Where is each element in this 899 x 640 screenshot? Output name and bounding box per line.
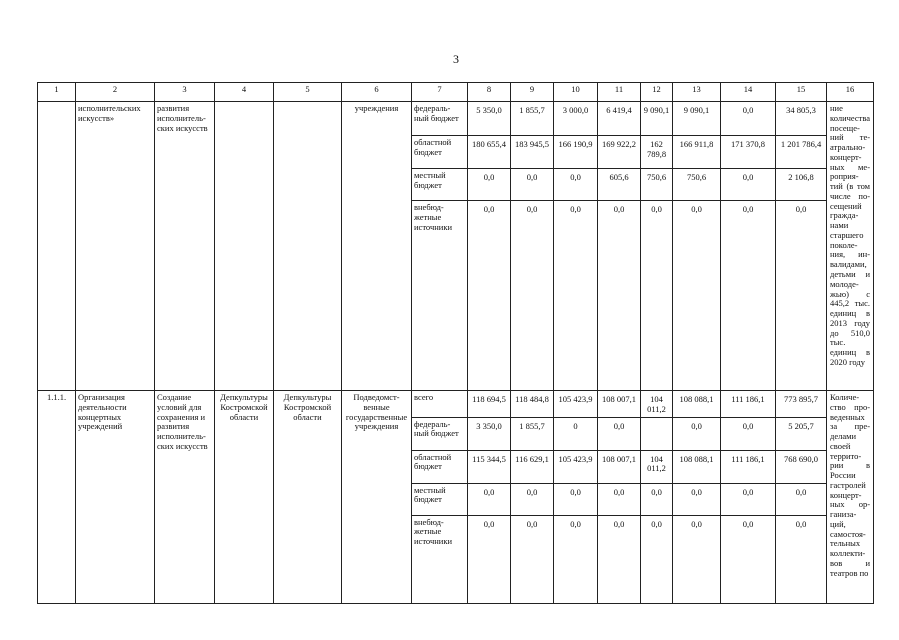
value-cell: 0,0 bbox=[641, 515, 673, 603]
value-cell: 115 344,5 bbox=[468, 450, 511, 483]
value-cell: 0,0 bbox=[721, 102, 776, 136]
item-number: 1.1.1. bbox=[38, 391, 76, 604]
value-cell: 111 186,1 bbox=[721, 450, 776, 483]
header-cell: 9 bbox=[511, 83, 554, 102]
table-row bbox=[38, 102, 874, 136]
item-recipient: учреждения bbox=[342, 102, 412, 391]
header-cell: 7 bbox=[412, 83, 468, 102]
value-cell: 0,0 bbox=[673, 483, 721, 515]
header-cell: 13 bbox=[673, 83, 721, 102]
item-name: Организация деятельности концертных учреждений bbox=[76, 391, 155, 604]
header-cell: 10 bbox=[554, 83, 598, 102]
value-cell: 0,0 bbox=[776, 515, 827, 603]
value-cell: 0,0 bbox=[721, 483, 776, 515]
page-number: 3 bbox=[453, 52, 459, 66]
value-cell: 108 007,1 bbox=[598, 450, 641, 483]
value-cell: 750,6 bbox=[641, 169, 673, 201]
value-cell: 0,0 bbox=[776, 201, 827, 391]
value-cell: 116 629,1 bbox=[511, 450, 554, 483]
value-cell: 0,0 bbox=[511, 169, 554, 201]
value-cell: 0,0 bbox=[468, 169, 511, 201]
value-cell: 750,6 bbox=[673, 169, 721, 201]
item-responsible bbox=[215, 102, 274, 391]
item-coexecutor bbox=[274, 102, 342, 391]
header-cell: 8 bbox=[468, 83, 511, 102]
value-cell: 118 694,5 bbox=[468, 391, 511, 418]
funding-source: всего bbox=[412, 391, 468, 418]
indicator-text: Количе-ство про-веденных за пре-делами своей террито-рии в России гастролей концерт-ных ор-ганиза-ций, самостоя-тельных коллекти-вов и театров по bbox=[827, 391, 874, 604]
value-cell: 0,0 bbox=[468, 201, 511, 391]
value-cell: 180 655,4 bbox=[468, 136, 511, 169]
value-cell: 9 090,1 bbox=[641, 102, 673, 136]
header-cell: 16 bbox=[827, 83, 874, 102]
value-cell: 0,0 bbox=[598, 515, 641, 603]
funding-source: местный бюджет bbox=[412, 169, 468, 201]
value-cell: 111 186,1 bbox=[721, 391, 776, 418]
value-cell: 169 922,2 bbox=[598, 136, 641, 169]
header-cell: 11 bbox=[598, 83, 641, 102]
value-cell: 162 789,8 bbox=[641, 136, 673, 169]
value-cell: 108 088,1 bbox=[673, 391, 721, 418]
value-cell: 773 895,7 bbox=[776, 391, 827, 418]
value-cell: 1 855,7 bbox=[511, 417, 554, 450]
value-cell: 0,0 bbox=[554, 483, 598, 515]
item-responsible: Депкультуры Костромской области bbox=[215, 391, 274, 604]
value-cell: 6 419,4 bbox=[598, 102, 641, 136]
value-cell bbox=[641, 417, 673, 450]
value-cell: 183 945,5 bbox=[511, 136, 554, 169]
item-coexecutor: Депкультуры Костромской области bbox=[274, 391, 342, 604]
value-cell: 0,0 bbox=[598, 417, 641, 450]
value-cell: 0,0 bbox=[511, 201, 554, 391]
value-cell: 104 011,2 bbox=[641, 391, 673, 418]
funding-source: областной бюджет bbox=[412, 450, 468, 483]
value-cell: 2 106,8 bbox=[776, 169, 827, 201]
funding-source: федераль-ный бюджет bbox=[412, 417, 468, 450]
item-name: исполнительских искусств» bbox=[76, 102, 155, 391]
value-cell: 0,0 bbox=[776, 483, 827, 515]
table-row bbox=[38, 391, 874, 418]
header-cell: 12 bbox=[641, 83, 673, 102]
value-cell: 171 370,8 bbox=[721, 136, 776, 169]
value-cell: 0,0 bbox=[554, 515, 598, 603]
value-cell: 0,0 bbox=[721, 515, 776, 603]
value-cell: 0,0 bbox=[598, 483, 641, 515]
value-cell: 105 423,9 bbox=[554, 391, 598, 418]
header-row bbox=[38, 83, 874, 102]
funding-source: федераль-ный бюджет bbox=[412, 102, 468, 136]
value-cell: 0,0 bbox=[641, 201, 673, 391]
value-cell: 3 000,0 bbox=[554, 102, 598, 136]
header-cell: 5 bbox=[274, 83, 342, 102]
value-cell: 104 011,2 bbox=[641, 450, 673, 483]
value-cell: 605,6 bbox=[598, 169, 641, 201]
value-cell: 118 484,8 bbox=[511, 391, 554, 418]
budget-table bbox=[37, 82, 874, 604]
header-cell: 1 bbox=[38, 83, 76, 102]
value-cell: 768 690,0 bbox=[776, 450, 827, 483]
item-goal: развития исполнитель-ских искусств bbox=[155, 102, 215, 391]
header-cell: 3 bbox=[155, 83, 215, 102]
value-cell: 0,0 bbox=[721, 201, 776, 391]
value-cell: 5 205,7 bbox=[776, 417, 827, 450]
indicator-text: ние количества посеще-ний те-атрально-концерт-ных ме-роприя-тий (в том числе по-сещений гражда-нами старшего поколе-ния, ин-валидами, детьми и молоде-жью) с 445,2 тыс. единиц в 2013 году до 510,0 тыс. единиц в 2020 году bbox=[827, 102, 874, 391]
value-cell: 108 007,1 bbox=[598, 391, 641, 418]
value-cell: 166 911,8 bbox=[673, 136, 721, 169]
value-cell: 0,0 bbox=[468, 483, 511, 515]
value-cell: 0,0 bbox=[511, 483, 554, 515]
value-cell: 0,0 bbox=[673, 417, 721, 450]
funding-source: местный бюджет bbox=[412, 483, 468, 515]
value-cell: 0,0 bbox=[673, 201, 721, 391]
value-cell: 0,0 bbox=[511, 515, 554, 603]
value-cell: 0,0 bbox=[598, 201, 641, 391]
value-cell: 9 090,1 bbox=[673, 102, 721, 136]
value-cell: 0,0 bbox=[721, 169, 776, 201]
value-cell: 0,0 bbox=[554, 201, 598, 391]
value-cell: 1 201 786,4 bbox=[776, 136, 827, 169]
value-cell: 34 805,3 bbox=[776, 102, 827, 136]
value-cell: 5 350,0 bbox=[468, 102, 511, 136]
header-cell: 2 bbox=[76, 83, 155, 102]
table-body bbox=[38, 83, 874, 604]
value-cell: 0,0 bbox=[721, 417, 776, 450]
item-goal: Создание условий для сохранения и развития исполнитель-ских искусств bbox=[155, 391, 215, 604]
header-cell: 15 bbox=[776, 83, 827, 102]
value-cell: 105 423,9 bbox=[554, 450, 598, 483]
value-cell: 0 bbox=[554, 417, 598, 450]
value-cell: 3 350,0 bbox=[468, 417, 511, 450]
value-cell: 0,0 bbox=[673, 515, 721, 603]
header-cell: 14 bbox=[721, 83, 776, 102]
value-cell: 0,0 bbox=[554, 169, 598, 201]
header-cell: 4 bbox=[215, 83, 274, 102]
item-recipient: Подведомст-венные государственные учреждения bbox=[342, 391, 412, 604]
item-number bbox=[38, 102, 76, 391]
funding-source: областной бюджет bbox=[412, 136, 468, 169]
header-cell: 6 bbox=[342, 83, 412, 102]
value-cell: 1 855,7 bbox=[511, 102, 554, 136]
value-cell: 0,0 bbox=[468, 515, 511, 603]
funding-source: внебюд-жетные источники bbox=[412, 201, 468, 391]
funding-source: внебюд-жетные источники bbox=[412, 515, 468, 603]
value-cell: 108 088,1 bbox=[673, 450, 721, 483]
value-cell: 0,0 bbox=[641, 483, 673, 515]
value-cell: 166 190,9 bbox=[554, 136, 598, 169]
